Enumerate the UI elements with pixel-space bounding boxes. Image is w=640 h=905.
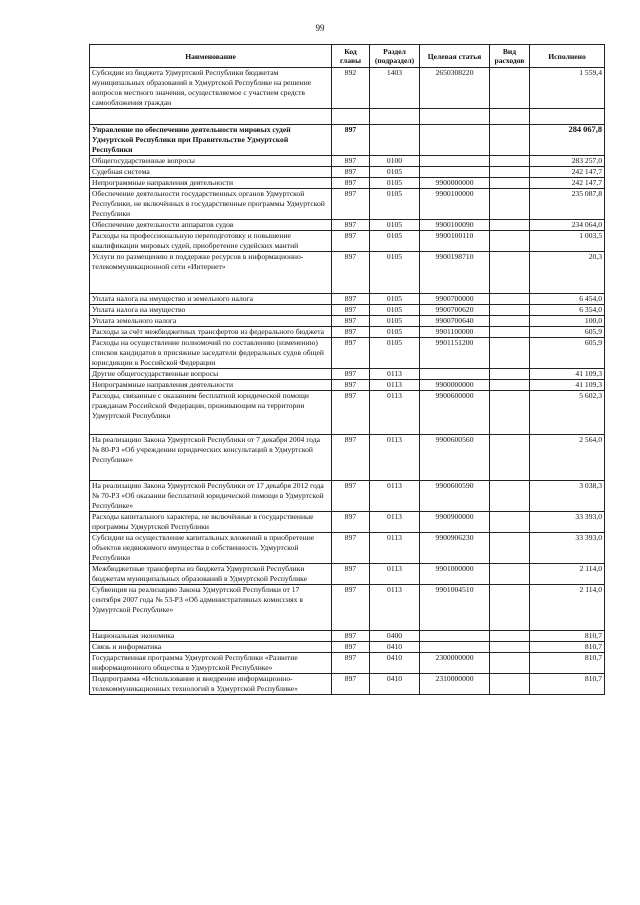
- cell-chapter-code: 897: [332, 380, 370, 391]
- cell-amount: 3 038,3: [530, 481, 605, 512]
- header-section: Раздел (подраздел): [370, 45, 420, 68]
- cell-section: 0113: [370, 564, 420, 585]
- cell-amount: 5 602,3: [530, 391, 605, 435]
- cell-chapter-code: 897: [332, 585, 370, 631]
- table-row: [90, 564, 605, 585]
- cell-target-item: [420, 631, 490, 642]
- cell-amount: 41 109,3: [530, 380, 605, 391]
- cell-chapter-code: [332, 109, 370, 125]
- cell-expense-type: [490, 156, 530, 167]
- cell-expense-type: [490, 435, 530, 481]
- cell-name: Управление по обеспечению деятельности мировых судей Удмуртской Республики при Правительстве Удмуртской Республики: [90, 125, 332, 156]
- cell-expense-type: [490, 294, 530, 305]
- cell-section: 0105: [370, 338, 420, 369]
- cell-chapter-code: 897: [332, 156, 370, 167]
- cell-chapter-code: 897: [332, 294, 370, 305]
- header-name: Наименование: [90, 45, 332, 68]
- cell-expense-type: [490, 585, 530, 631]
- cell-chapter-code: 897: [332, 252, 370, 294]
- cell-amount: 20,3: [530, 252, 605, 294]
- cell-amount: 33 393,0: [530, 512, 605, 533]
- cell-expense-type: [490, 327, 530, 338]
- cell-chapter-code: 897: [332, 305, 370, 316]
- cell-amount: 810,7: [530, 631, 605, 642]
- cell-section: 0105: [370, 294, 420, 305]
- cell-target-item: 9901000000: [420, 564, 490, 585]
- cell-name: [90, 109, 332, 125]
- cell-section: 0113: [370, 481, 420, 512]
- cell-name: Непрограммные направления деятельности: [90, 178, 332, 189]
- cell-chapter-code: 897: [332, 316, 370, 327]
- cell-chapter-code: 892: [332, 68, 370, 109]
- cell-amount: 810,7: [530, 642, 605, 653]
- cell-amount: 284 067,8: [530, 125, 605, 156]
- cell-amount: 810,7: [530, 674, 605, 695]
- cell-target-item: 9900900000: [420, 512, 490, 533]
- cell-chapter-code: 897: [332, 125, 370, 156]
- cell-target-item: 9900198710: [420, 252, 490, 294]
- cell-target-item: [420, 156, 490, 167]
- cell-amount: 2 564,0: [530, 435, 605, 481]
- cell-amount: 6 354,0: [530, 305, 605, 316]
- cell-name: Межбюджетные трансферты из бюджета Удмуртской Республики бюджетам муниципальных образований в Удмуртской Республике: [90, 564, 332, 585]
- cell-section: 0105: [370, 305, 420, 316]
- table-row: [90, 327, 605, 338]
- cell-name: Услуги по размещению и поддержке ресурсов в информационно-телекоммуникационной сети «Интернет»: [90, 252, 332, 294]
- cell-name: Субвенция на реализацию Закона Удмуртской Республики от 17 сентября 2007 года № 53-РЗ «Об административных комиссиях в Удмуртской Республике»: [90, 585, 332, 631]
- cell-target-item: 9900700000: [420, 294, 490, 305]
- cell-section: 0113: [370, 391, 420, 435]
- cell-amount: 2 114,0: [530, 564, 605, 585]
- cell-expense-type: [490, 380, 530, 391]
- table-row: [90, 294, 605, 305]
- table-row: [90, 109, 605, 125]
- table-row: [90, 391, 605, 435]
- cell-expense-type: [490, 316, 530, 327]
- cell-chapter-code: 897: [332, 178, 370, 189]
- cell-chapter-code: 897: [332, 512, 370, 533]
- cell-section: 1403: [370, 68, 420, 109]
- cell-amount: 235 087,8: [530, 189, 605, 220]
- cell-name: Расходы на осуществление полномочий по составлению (изменению) списков кандидатов в присяжные заседатели федеральных судов общей юрисдикции в Российской Федерации: [90, 338, 332, 369]
- cell-section: 0113: [370, 533, 420, 564]
- table-row: [90, 512, 605, 533]
- table-row: [90, 653, 605, 674]
- table-row: [90, 631, 605, 642]
- table-body: [90, 68, 605, 695]
- cell-section: 0400: [370, 631, 420, 642]
- cell-target-item: 2300000000: [420, 653, 490, 674]
- cell-amount: [530, 109, 605, 125]
- table-row: [90, 585, 605, 631]
- budget-table: [89, 44, 605, 695]
- cell-target-item: [420, 109, 490, 125]
- header-amount: Исполнено: [530, 45, 605, 68]
- table-row: [90, 674, 605, 695]
- table-row: [90, 369, 605, 380]
- cell-expense-type: [490, 512, 530, 533]
- cell-name: Уплата налога на имущество и земельного налога: [90, 294, 332, 305]
- cell-name: Уплата налога на имущество: [90, 305, 332, 316]
- cell-name: Национальная экономика: [90, 631, 332, 642]
- cell-target-item: 2650308220: [420, 68, 490, 109]
- cell-chapter-code: 897: [332, 220, 370, 231]
- cell-target-item: 9900100110: [420, 231, 490, 252]
- table-row: [90, 380, 605, 391]
- cell-chapter-code: 897: [332, 674, 370, 695]
- table-row: [90, 68, 605, 109]
- cell-name: Связь и информатика: [90, 642, 332, 653]
- table-row: [90, 125, 605, 156]
- cell-expense-type: [490, 125, 530, 156]
- cell-expense-type: [490, 391, 530, 435]
- table-row: [90, 189, 605, 220]
- cell-amount: 1 559,4: [530, 68, 605, 109]
- cell-name: На реализацию Закона Удмуртской Республики от 7 декабря 2004 года № 80-РЗ «Об учреждении юридических консультаций в Удмуртской Республике»: [90, 435, 332, 481]
- cell-expense-type: [490, 68, 530, 109]
- cell-section: 0105: [370, 189, 420, 220]
- cell-expense-type: [490, 533, 530, 564]
- cell-section: 0105: [370, 178, 420, 189]
- cell-amount: 2 114,0: [530, 585, 605, 631]
- cell-name: Государственная программа Удмуртской Республики «Развитие информационного общества в Удмуртской Республике»: [90, 653, 332, 674]
- cell-amount: 41 109,3: [530, 369, 605, 380]
- cell-amount: 605,9: [530, 338, 605, 369]
- header-expense-type: Вид расходов: [490, 45, 530, 68]
- cell-chapter-code: 897: [332, 481, 370, 512]
- cell-target-item: 9900000000: [420, 380, 490, 391]
- cell-expense-type: [490, 231, 530, 252]
- cell-amount: 1 003,5: [530, 231, 605, 252]
- header-target-item: Целевая статья: [420, 45, 490, 68]
- table-row: [90, 252, 605, 294]
- cell-name: Подпрограмма «Использование и внедрение информационно-телекоммуникационных технологий в Удмуртской Республике»: [90, 674, 332, 695]
- cell-section: 0105: [370, 220, 420, 231]
- cell-chapter-code: 897: [332, 189, 370, 220]
- cell-target-item: 9900000000: [420, 178, 490, 189]
- table-row: [90, 642, 605, 653]
- cell-name: Субсидии из бюджета Удмуртской Республики бюджетам муниципальных образований в Удмуртской Республике на решение вопросов местного значения, осуществляемое с участием средств самообложения граждан: [90, 68, 332, 109]
- cell-target-item: 9900600590: [420, 481, 490, 512]
- cell-expense-type: [490, 220, 530, 231]
- cell-expense-type: [490, 481, 530, 512]
- cell-chapter-code: 897: [332, 631, 370, 642]
- table-row: [90, 533, 605, 564]
- cell-target-item: [420, 125, 490, 156]
- cell-target-item: 9900600560: [420, 435, 490, 481]
- table-row: [90, 305, 605, 316]
- cell-name: Расходы капитального характера, не включённые в государственные программы Удмуртской Республики: [90, 512, 332, 533]
- table-row: [90, 167, 605, 178]
- cell-expense-type: [490, 653, 530, 674]
- table-header-row: [90, 45, 605, 68]
- cell-section: 0105: [370, 231, 420, 252]
- cell-section: 0100: [370, 156, 420, 167]
- cell-section: 0105: [370, 316, 420, 327]
- cell-chapter-code: 897: [332, 391, 370, 435]
- cell-target-item: 9900700620: [420, 305, 490, 316]
- cell-section: 0113: [370, 512, 420, 533]
- cell-amount: 100,0: [530, 316, 605, 327]
- cell-chapter-code: 897: [332, 533, 370, 564]
- cell-target-item: [420, 369, 490, 380]
- table-row: [90, 481, 605, 512]
- cell-section: 0113: [370, 435, 420, 481]
- cell-expense-type: [490, 338, 530, 369]
- cell-section: 0105: [370, 167, 420, 178]
- cell-chapter-code: 897: [332, 338, 370, 369]
- cell-chapter-code: 897: [332, 435, 370, 481]
- cell-name: Общегосударственные вопросы: [90, 156, 332, 167]
- cell-amount: 33 393,0: [530, 533, 605, 564]
- cell-name: Расходы, связанные с оказанием бесплатной юридической помощи гражданам Российской Федерации, проживающим на территории Удмуртской Республики: [90, 391, 332, 435]
- table-row: [90, 338, 605, 369]
- cell-amount: 6 454,0: [530, 294, 605, 305]
- cell-chapter-code: 897: [332, 327, 370, 338]
- cell-section: 0410: [370, 642, 420, 653]
- cell-chapter-code: 897: [332, 564, 370, 585]
- cell-section: [370, 109, 420, 125]
- cell-section: 0105: [370, 252, 420, 294]
- table-row: [90, 231, 605, 252]
- cell-section: 0410: [370, 674, 420, 695]
- cell-expense-type: [490, 631, 530, 642]
- cell-target-item: 9900700640: [420, 316, 490, 327]
- cell-target-item: 9900600000: [420, 391, 490, 435]
- cell-chapter-code: 897: [332, 167, 370, 178]
- cell-amount: 242 147,7: [530, 167, 605, 178]
- cell-amount: 242 147,7: [530, 178, 605, 189]
- table-row: [90, 435, 605, 481]
- cell-target-item: 9900100090: [420, 220, 490, 231]
- cell-expense-type: [490, 674, 530, 695]
- cell-expense-type: [490, 189, 530, 220]
- cell-target-item: 2310000000: [420, 674, 490, 695]
- cell-section: 0113: [370, 369, 420, 380]
- table-row: [90, 220, 605, 231]
- cell-expense-type: [490, 252, 530, 294]
- cell-amount: 605,9: [530, 327, 605, 338]
- cell-name: Расходы за счёт межбюджетных трансфертов из федерального бюджета: [90, 327, 332, 338]
- cell-expense-type: [490, 109, 530, 125]
- cell-section: 0410: [370, 653, 420, 674]
- cell-amount: 234 064,0: [530, 220, 605, 231]
- cell-amount: 810,7: [530, 653, 605, 674]
- cell-chapter-code: 897: [332, 642, 370, 653]
- cell-target-item: 9901004510: [420, 585, 490, 631]
- cell-expense-type: [490, 178, 530, 189]
- cell-section: 0105: [370, 327, 420, 338]
- cell-target-item: 9900100000: [420, 189, 490, 220]
- cell-name: Уплата земельного налога: [90, 316, 332, 327]
- table-row: [90, 316, 605, 327]
- page-number: 99: [315, 23, 325, 33]
- cell-name: Обеспечение деятельности аппаратов судов: [90, 220, 332, 231]
- table-row: [90, 178, 605, 189]
- cell-section: 0113: [370, 585, 420, 631]
- cell-section: 0113: [370, 380, 420, 391]
- cell-target-item: [420, 642, 490, 653]
- cell-name: Непрограммные направления деятельности: [90, 380, 332, 391]
- cell-name: Обеспечение деятельности государственных органов Удмуртской Республики, не включённых в государственные программы Удмуртской Республики: [90, 189, 332, 220]
- cell-target-item: [420, 167, 490, 178]
- cell-chapter-code: 897: [332, 231, 370, 252]
- cell-expense-type: [490, 642, 530, 653]
- cell-name: Расходы на профессиональную переподготовку и повышение квалификации мировых судей, приобретение судейских мантий: [90, 231, 332, 252]
- cell-expense-type: [490, 167, 530, 178]
- cell-expense-type: [490, 564, 530, 585]
- cell-chapter-code: 897: [332, 369, 370, 380]
- table-row: [90, 156, 605, 167]
- cell-expense-type: [490, 369, 530, 380]
- header-chapter-code: Код главы: [332, 45, 370, 68]
- cell-name: Судебная система: [90, 167, 332, 178]
- cell-expense-type: [490, 305, 530, 316]
- cell-name: Субсидии на осуществление капитальных вложений в приобретение объектов недвижимого имущества в собственность Удмуртской Республики: [90, 533, 332, 564]
- cell-chapter-code: 897: [332, 653, 370, 674]
- cell-name: На реализацию Закона Удмуртской Республики от 17 декабря 2012 года № 70-РЗ «Об оказании бесплатной юридической помощи в Удмуртской Республике»: [90, 481, 332, 512]
- cell-name: Другие общегосударственные вопросы: [90, 369, 332, 380]
- cell-amount: 283 257,0: [530, 156, 605, 167]
- cell-section: [370, 125, 420, 156]
- cell-target-item: 9900906230: [420, 533, 490, 564]
- cell-target-item: 9901100000: [420, 327, 490, 338]
- cell-target-item: 9901151200: [420, 338, 490, 369]
